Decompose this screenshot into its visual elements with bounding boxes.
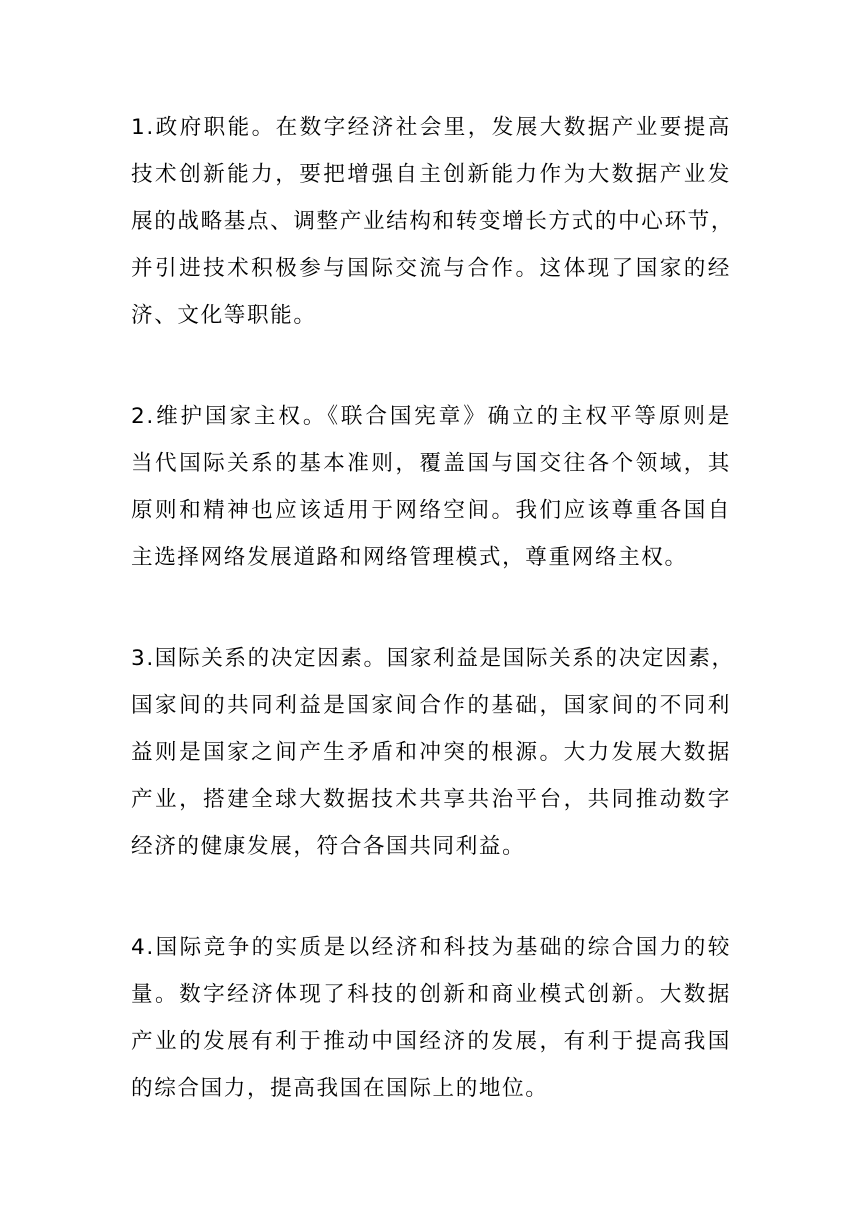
paragraph-line: 济、文化等职能。: [131, 303, 317, 328]
paragraph-line: 展的战略基点、调整产业结构和转变增长方式的中心环节，: [131, 209, 735, 234]
paragraph-4: [131, 924, 731, 1112]
paragraph-line: 经济的健康发展，符合各国共同利益。: [131, 834, 526, 859]
paragraph-line: 产业的发展有利于推动中国经济的发展，有利于提高我国: [131, 1029, 731, 1054]
paragraph-line: 并引进技术积极参与国际交流与合作。这体现了国家的经: [131, 256, 731, 281]
paragraph-line: 主选择网络发展道路和网络管理模式，尊重网络主权。: [131, 545, 688, 570]
paragraph-line: 国家间的共同利益是国家间合作的基础，国家间的不同利: [131, 693, 731, 718]
paragraph-line: 益则是国家之间产生矛盾和冲突的根源。大力发展大数据: [131, 740, 731, 765]
paragraph-line: 4.国际竞争的实质是以经济和科技为基础的综合国力的较: [131, 935, 731, 960]
paragraph-1: [131, 104, 735, 339]
paragraph-line: 产业，搭建全球大数据技术共享共治平台，共同推动数字: [131, 787, 731, 812]
paragraph-2: [131, 393, 731, 581]
paragraph-line: 量。数字经济体现了科技的创新和商业模式创新。大数据: [131, 982, 731, 1007]
paragraph-3: [131, 635, 735, 870]
paragraph-line: 3.国际关系的决定因素。国家利益是国际关系的决定因素，: [131, 646, 735, 671]
paragraph-line: 技术创新能力，要把增强自主创新能力作为大数据产业发: [131, 162, 731, 187]
paragraph-line: 2.维护国家主权。《联合国宪章》确立的主权平等原则是: [131, 404, 731, 429]
paragraph-line: 原则和精神也应该适用于网络空间。我们应该尊重各国自: [131, 498, 731, 523]
paragraph-line: 当代国际关系的基本准则，覆盖国与国交往各个领域，其: [131, 451, 731, 476]
document-body: [131, 104, 735, 1166]
paragraph-line: 1.政府职能。在数字经济社会里，发展大数据产业要提高: [131, 115, 731, 140]
paragraph-line: 的综合国力，提高我国在国际上的地位。: [131, 1076, 549, 1101]
